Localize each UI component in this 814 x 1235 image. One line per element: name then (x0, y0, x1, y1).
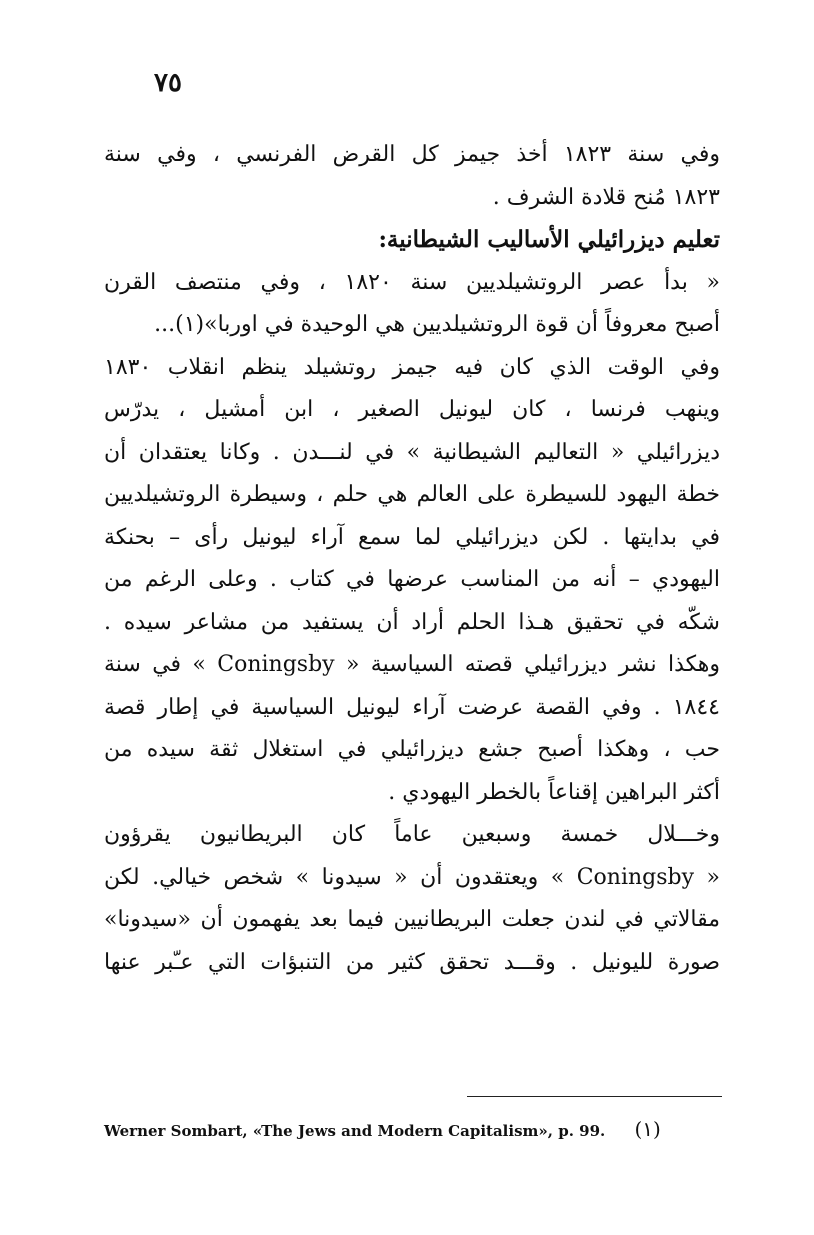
text-line: وينهب فرنسا ، كان ليونيل الصغير ، ابن أمشيل ، يدرّس (104, 397, 720, 422)
text-line: مقالاتي في لندن جعلت البريطانيين فيما بعد يفهمون أن «سيدونا» (104, 907, 720, 932)
footnote-text: Werner Sombart, «The Jews and Modern Capitalism», p. 99. (104, 1122, 606, 1140)
footnote (104, 1113, 704, 1147)
text-line: « Coningsby » ويعتقدون أن « سيدونا » شخص خيالي. لكن (104, 864, 720, 890)
footnote-marker: (١) (634, 1117, 661, 1141)
text-line: خطة اليهود للسيطرة على العالم هي حلم ، وسيطرة الروتشيلديين (104, 482, 720, 507)
footnote-divider (467, 1096, 722, 1097)
text-line: أصبح معروفاً أن قوة الروتشيلديين هي الوحيدة في اوربا»(١)... (154, 312, 720, 337)
text-line: ديزرائيلي « التعاليم الشيطانية » في لنـــدن . وكانا يعتقدان أن (104, 439, 720, 465)
text-line: ١٨٢٣ مُنح قلادة الشرف . (492, 184, 720, 210)
text-line: صورة لليونيل . وقـــد تحقق كثير من التنبؤات التي عـّبر عنها (104, 949, 720, 975)
text-line: حب ، وهكذا أصبح جشع ديزرائيلي في استغلال ثقة سيده من (104, 737, 720, 762)
body-text (104, 134, 720, 984)
text-line: وهكذا نشر ديزرائيلي قصته السياسية « Coningsby » في سنة (104, 652, 720, 677)
text-line: أكثر البراهين إقناعاً بالخطر اليهودي . (388, 779, 720, 805)
text-line: وخـــلال خمسة وسبعين عاماً كان البريطانيون يقرؤون (104, 822, 720, 847)
text-line: في بدايتها . لكن ديزرائيلي لما سمع آراء ليونيل رأى – بحنكة (104, 524, 720, 550)
text-line: « بدأ عصر الروتشيلديين سنة ١٨٢٠ ، وفي منتصف القرن (104, 269, 720, 295)
page-number: ٧٥ (154, 68, 182, 98)
text-line: ١٨٤٤ . وفي القصة عرضت آراء ليونيل السياسية في إطار قصة (104, 694, 720, 720)
section-heading: تعليم ديزرائيلي الأساليب الشيطانية: (378, 226, 720, 253)
text-line: وفي سنة ١٨٢٣ أخذ جيمز كل القرض الفرنسي ، وفي سنة (104, 142, 720, 167)
text-line: اليهودي – أنه من المناسب عرضها في كتاب . وعلى الرغم من (104, 567, 720, 592)
text-line: وفي الوقت الذي كان فيه جيمز روتشيلد ينظم انقلاب ١٨٣٠ (104, 354, 720, 380)
text-line: شكّه في تحقيق هـذا الحلم أراد أن يستفيد من مشاعر سيده . (104, 609, 720, 635)
